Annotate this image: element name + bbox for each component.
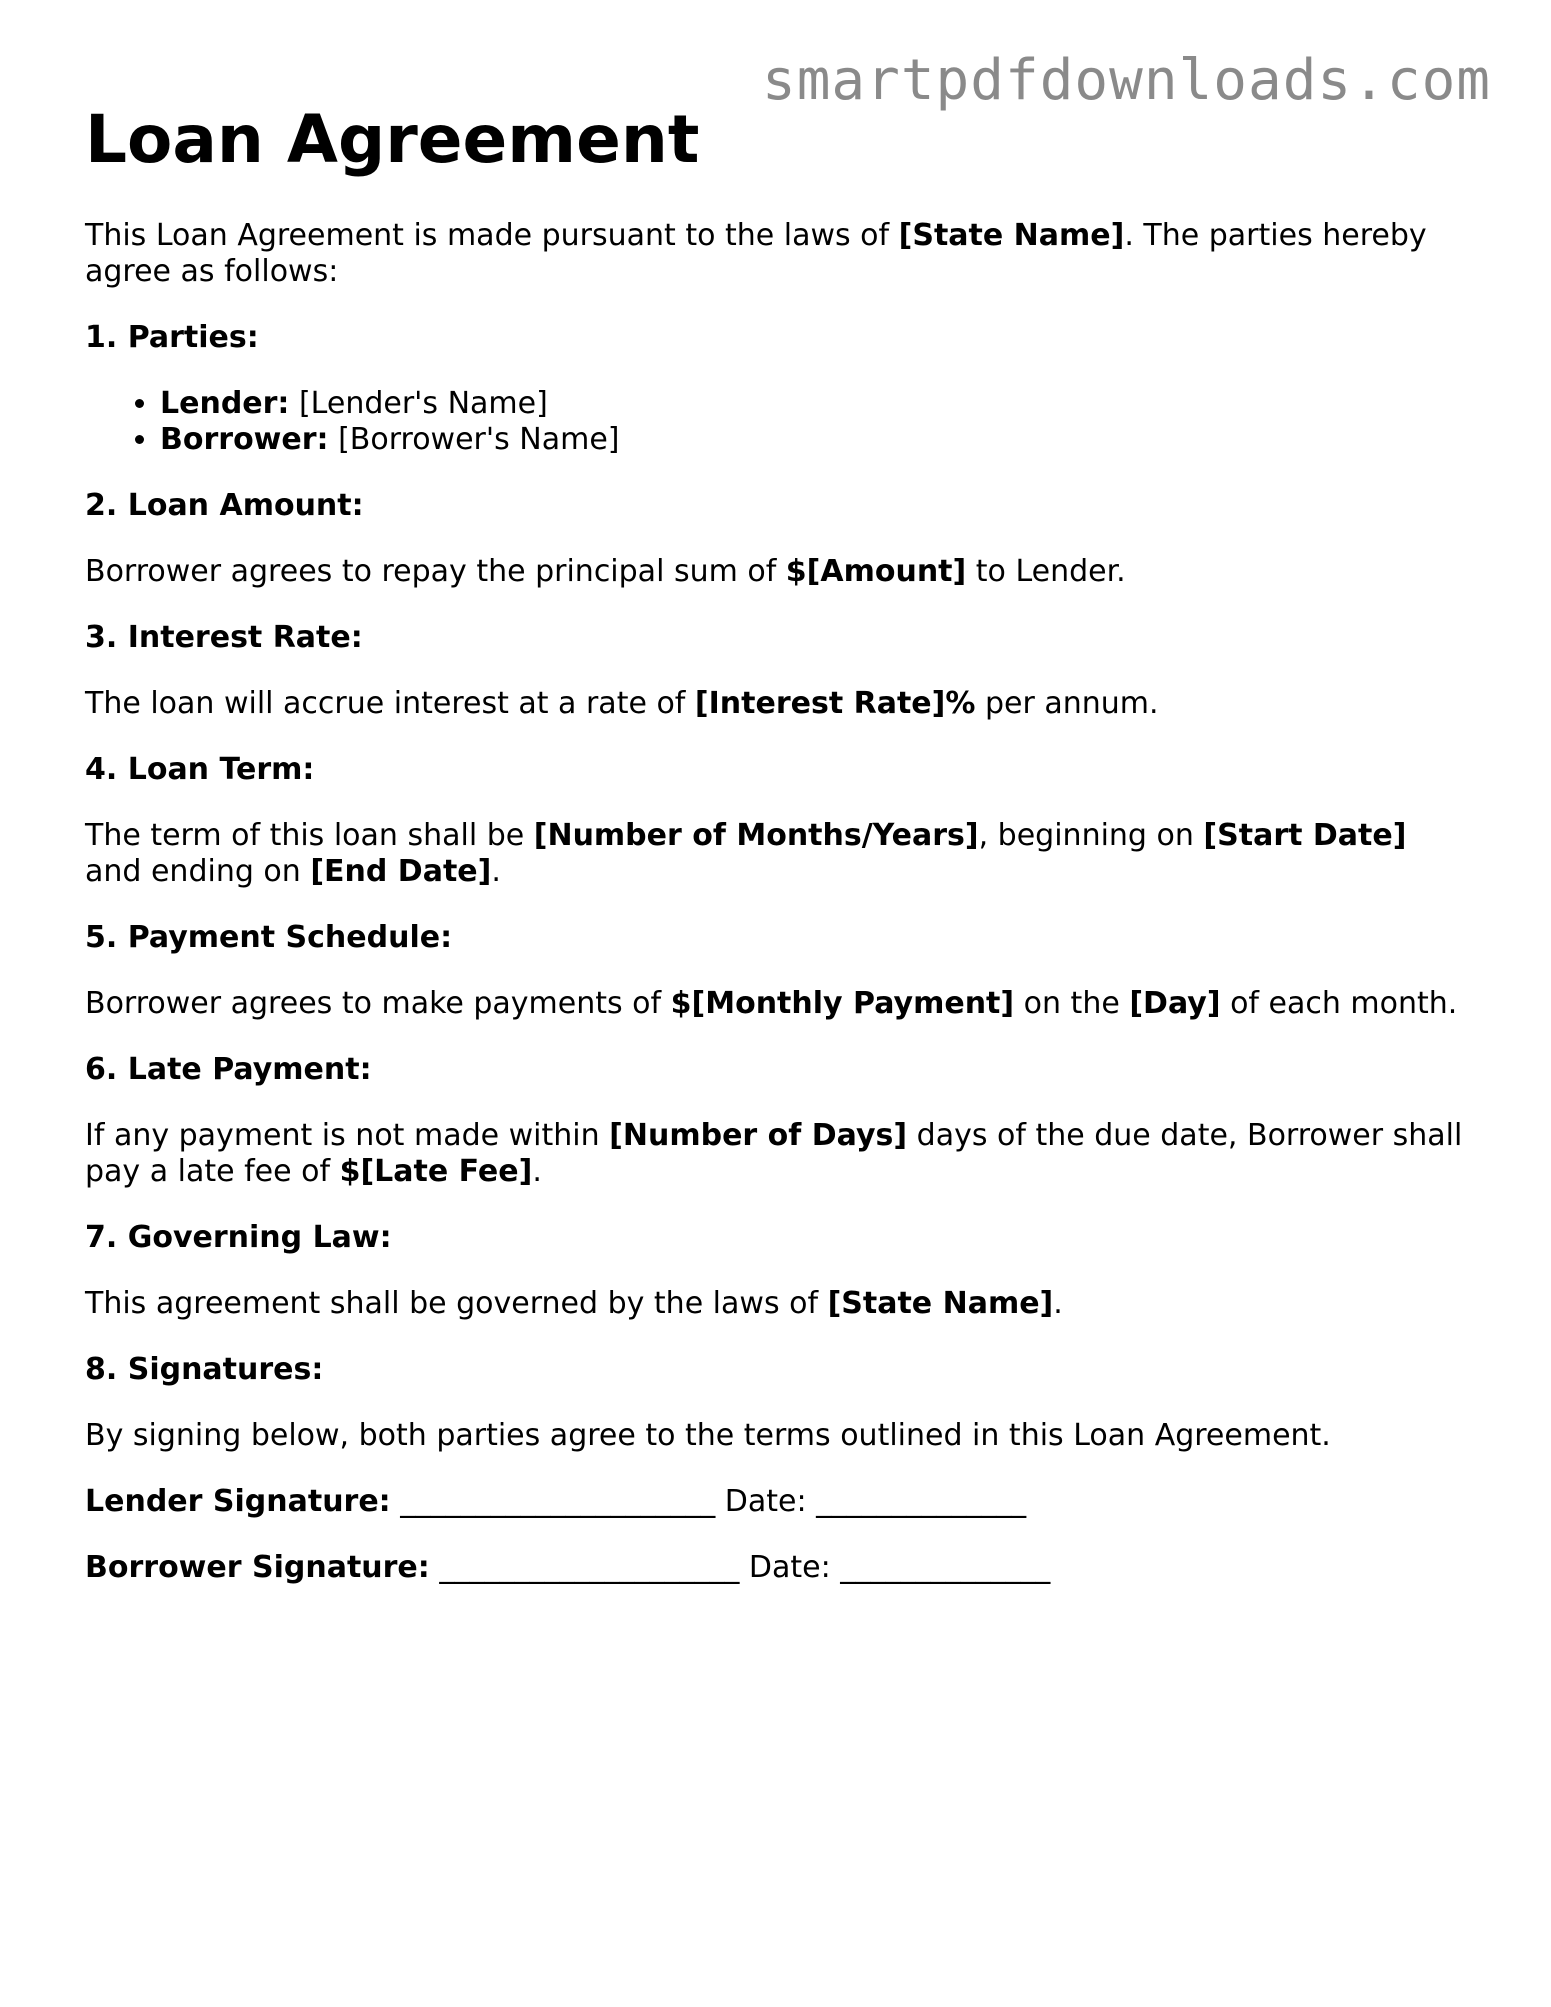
list-item-borrower: • Borrower: [Borrower's Name] xyxy=(160,422,1465,458)
lender-signature-field[interactable]: _____________________ xyxy=(390,1484,725,1519)
lender-signature-line: Lender Signature: _____________________ Date: ______________ xyxy=(85,1484,1027,1519)
list-item-lender: • Lender: [Lender's Name] xyxy=(160,386,1465,422)
section-heading-loan-amount: 2. Loan Amount: xyxy=(85,488,364,523)
lender-date-field[interactable]: Date: ______________ xyxy=(724,1484,1027,1519)
signatures-paragraph: By signing below, both parties agree to the terms outlined in this Loan Agreement. xyxy=(85,1418,1331,1453)
borrower-signature-line: Borrower Signature: ____________________ Date: ______________ xyxy=(85,1550,1051,1585)
section-heading-payment-schedule: 5. Payment Schedule: xyxy=(85,920,453,955)
section-heading-interest-rate: 3. Interest Rate: xyxy=(85,620,363,655)
section-heading-signatures: 8. Signatures: xyxy=(85,1352,324,1387)
document-body xyxy=(85,218,1465,1616)
late-payment-paragraph: If any payment is not made within [Number of Days] days of the due date, Borrower shall pay a late fee of $[Late Fee]. xyxy=(85,1118,1463,1189)
payment-schedule-paragraph: Borrower agrees to make payments of $[Monthly Payment] on the [Day] of each month. xyxy=(85,986,1458,1021)
borrower-date-field[interactable]: Date: ______________ xyxy=(748,1550,1051,1585)
section-heading-late-payment: 6. Late Payment: xyxy=(85,1052,372,1087)
document-title: Loan Agreement xyxy=(85,101,700,178)
borrower-signature-field[interactable]: ____________________ xyxy=(429,1550,749,1585)
section-heading-loan-term: 4. Loan Term: xyxy=(85,752,315,787)
governing-law-paragraph: This agreement shall be governed by the laws of [State Name]. xyxy=(85,1286,1063,1321)
intro-paragraph: This Loan Agreement is made pursuant to the laws of [State Name]. The parties hereby agree as follows: xyxy=(85,218,1427,289)
section-heading-governing-law: 7. Governing Law: xyxy=(85,1220,392,1255)
section-heading-parties: 1. Parties: xyxy=(85,320,259,355)
watermark: smartpdfdownloads.com xyxy=(761,48,1491,113)
loan-amount-paragraph: Borrower agrees to repay the principal sum of $[Amount] to Lender. xyxy=(85,554,1126,589)
state-name-placeholder: [State Name] xyxy=(898,218,1125,253)
parties-list xyxy=(85,386,1465,458)
loan-term-paragraph: The term of this loan shall be [Number of Months/Years], beginning on [Start Date] and ending on [End Date]. xyxy=(85,818,1407,889)
interest-rate-paragraph: The loan will accrue interest at a rate of [Interest Rate]% per annum. xyxy=(85,686,1159,721)
